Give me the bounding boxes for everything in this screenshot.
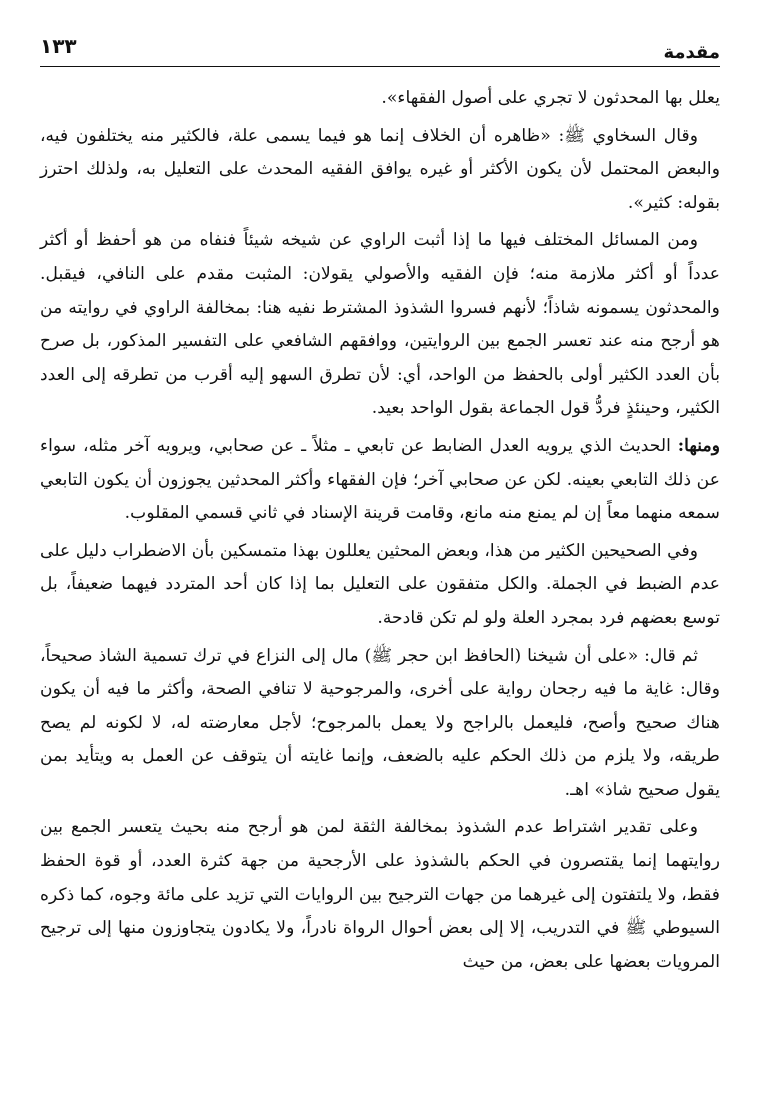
- paragraph-text: وقال السخاوي ﷺ: «ظاهره أن الخلاف إنما هو فيما يسمى علة، فالكثير منه يختلفون فيه، والبعض المحتمل لأن يكون الأكثر أو غيره يوافق الفقيه المحدث على التعليل به، ولذلك احترز بقوله: كثير».: [40, 125, 720, 213]
- page-number: ١٣٣: [40, 34, 77, 58]
- header-rule: [40, 66, 720, 67]
- paragraph: [40, 535, 720, 636]
- chapter-title: مقدمة: [663, 42, 720, 63]
- paragraph-text: يعلل بها المحدثون لا تجري على أصول الفقهاء».: [381, 88, 720, 108]
- paragraph-text: ثم قال: «على أن شيخنا (الحافظ ابن حجر ﷺ) مال إلى النزاع في ترك تسمية الشاذ صحيحاً، وقال: غاية ما فيه رجحان رواية على أخرى، والمرجوحية لا تنافي الصحة، وأكثر ما فيه أن يكون هناك صحيح وأصح، فليعمل بالراجح ولا يعمل بالمرجوح؛ لأجل معارضته له، لا لكونه لم يصح طريقه، ولا يلزم من ذلك الحكم عليه بالضعف، وإنما غايته أن يتوقف عن العمل به ويتأيد بمن يقول صحيح شاذ» اهـ.: [40, 645, 720, 800]
- paragraph-text: ومن المسائل المختلف فيها ما إذا أثبت الراوي عن شيخه شيئاً فنفاه من هو أحفظ أو أكثر عدداً أو أكثر ملازمة منه؛ فإن الفقيه والأصولي يقولان: المثبت مقدم على النافي، فيقبل. والمحدثون يسمونه شاذاً؛ لأنهم فسروا الشذوذ المشترط نفيه هنا: بمخالفة الراوي في روايته من هو أرجح منه عند تعسر الجمع بين الروايتين، ووافقهم الشافعي على التفسير المذكور، بل صرح بأن العدد الكثير أولى بالحفظ من الواحد، أي: لأن تطرق السهو إليه أقرب من تطرقه إلى العدد الكثير، وحينئذٍ فردُّ قول الجماعة بقول الواحد بعيد.: [40, 230, 720, 419]
- paragraph: [40, 224, 720, 426]
- paragraph-text: وفي الصحيحين الكثير من هذا، وبعض المحثين يعللون بهذا متمسكين بأن الاضطراب دليل على عدم الضبط في الجملة. والكل متفقون على التعليل بما إذا كان أحد المتردد فيهما ضعيفاً، بل توسع بعضهم فرد بمجرد العلة ولو لم تكن قادحة.: [40, 540, 720, 628]
- paragraph-text: الحديث الذي يرويه العدل الضابط عن تابعي ـ مثلاً ـ عن صحابي، ويرويه آخر مثله، سواء عن ذلك التابعي بعينه. لكن عن صحابي آخر؛ فإن الفقهاء وأكثر المحدثين يجوزون أن يكون التابعي سمعه منهما معاً إن لم يمنع منه مانع، وقامت قرينة الإسناد في ثاني قسمي المقلوب.: [40, 435, 720, 524]
- paragraph: [40, 82, 720, 116]
- paragraph-lead: ومنها:: [677, 435, 720, 456]
- paragraph: [40, 120, 720, 221]
- paragraph-text: وعلى تقدير اشتراط عدم الشذوذ بمخالفة الثقة لمن هو أرجح منه بحيث يتعسر الجمع بين روايتهما إنما يقتصرون في الحكم بالشذوذ على الأرجحية من جهة كثرة العدد، أو قوة الحفظ فقط، ولا يلتفتون إلى غيرهما من جهات الترجيح بين الروايات التي تزيد على مائة وجوه، كما ذكره السيوطي ﷺ في التدريب، إلا إلى بعض أحوال الرواة نادراً، ولا يكادون يتجاوزون منها إلى ترجيح المرويات بعضها على بعض، من حيث: [40, 817, 720, 972]
- paragraph: [40, 430, 720, 531]
- paragraph: [40, 811, 720, 979]
- running-header: [40, 28, 720, 64]
- paragraph: [40, 640, 720, 808]
- body-text: [40, 82, 720, 979]
